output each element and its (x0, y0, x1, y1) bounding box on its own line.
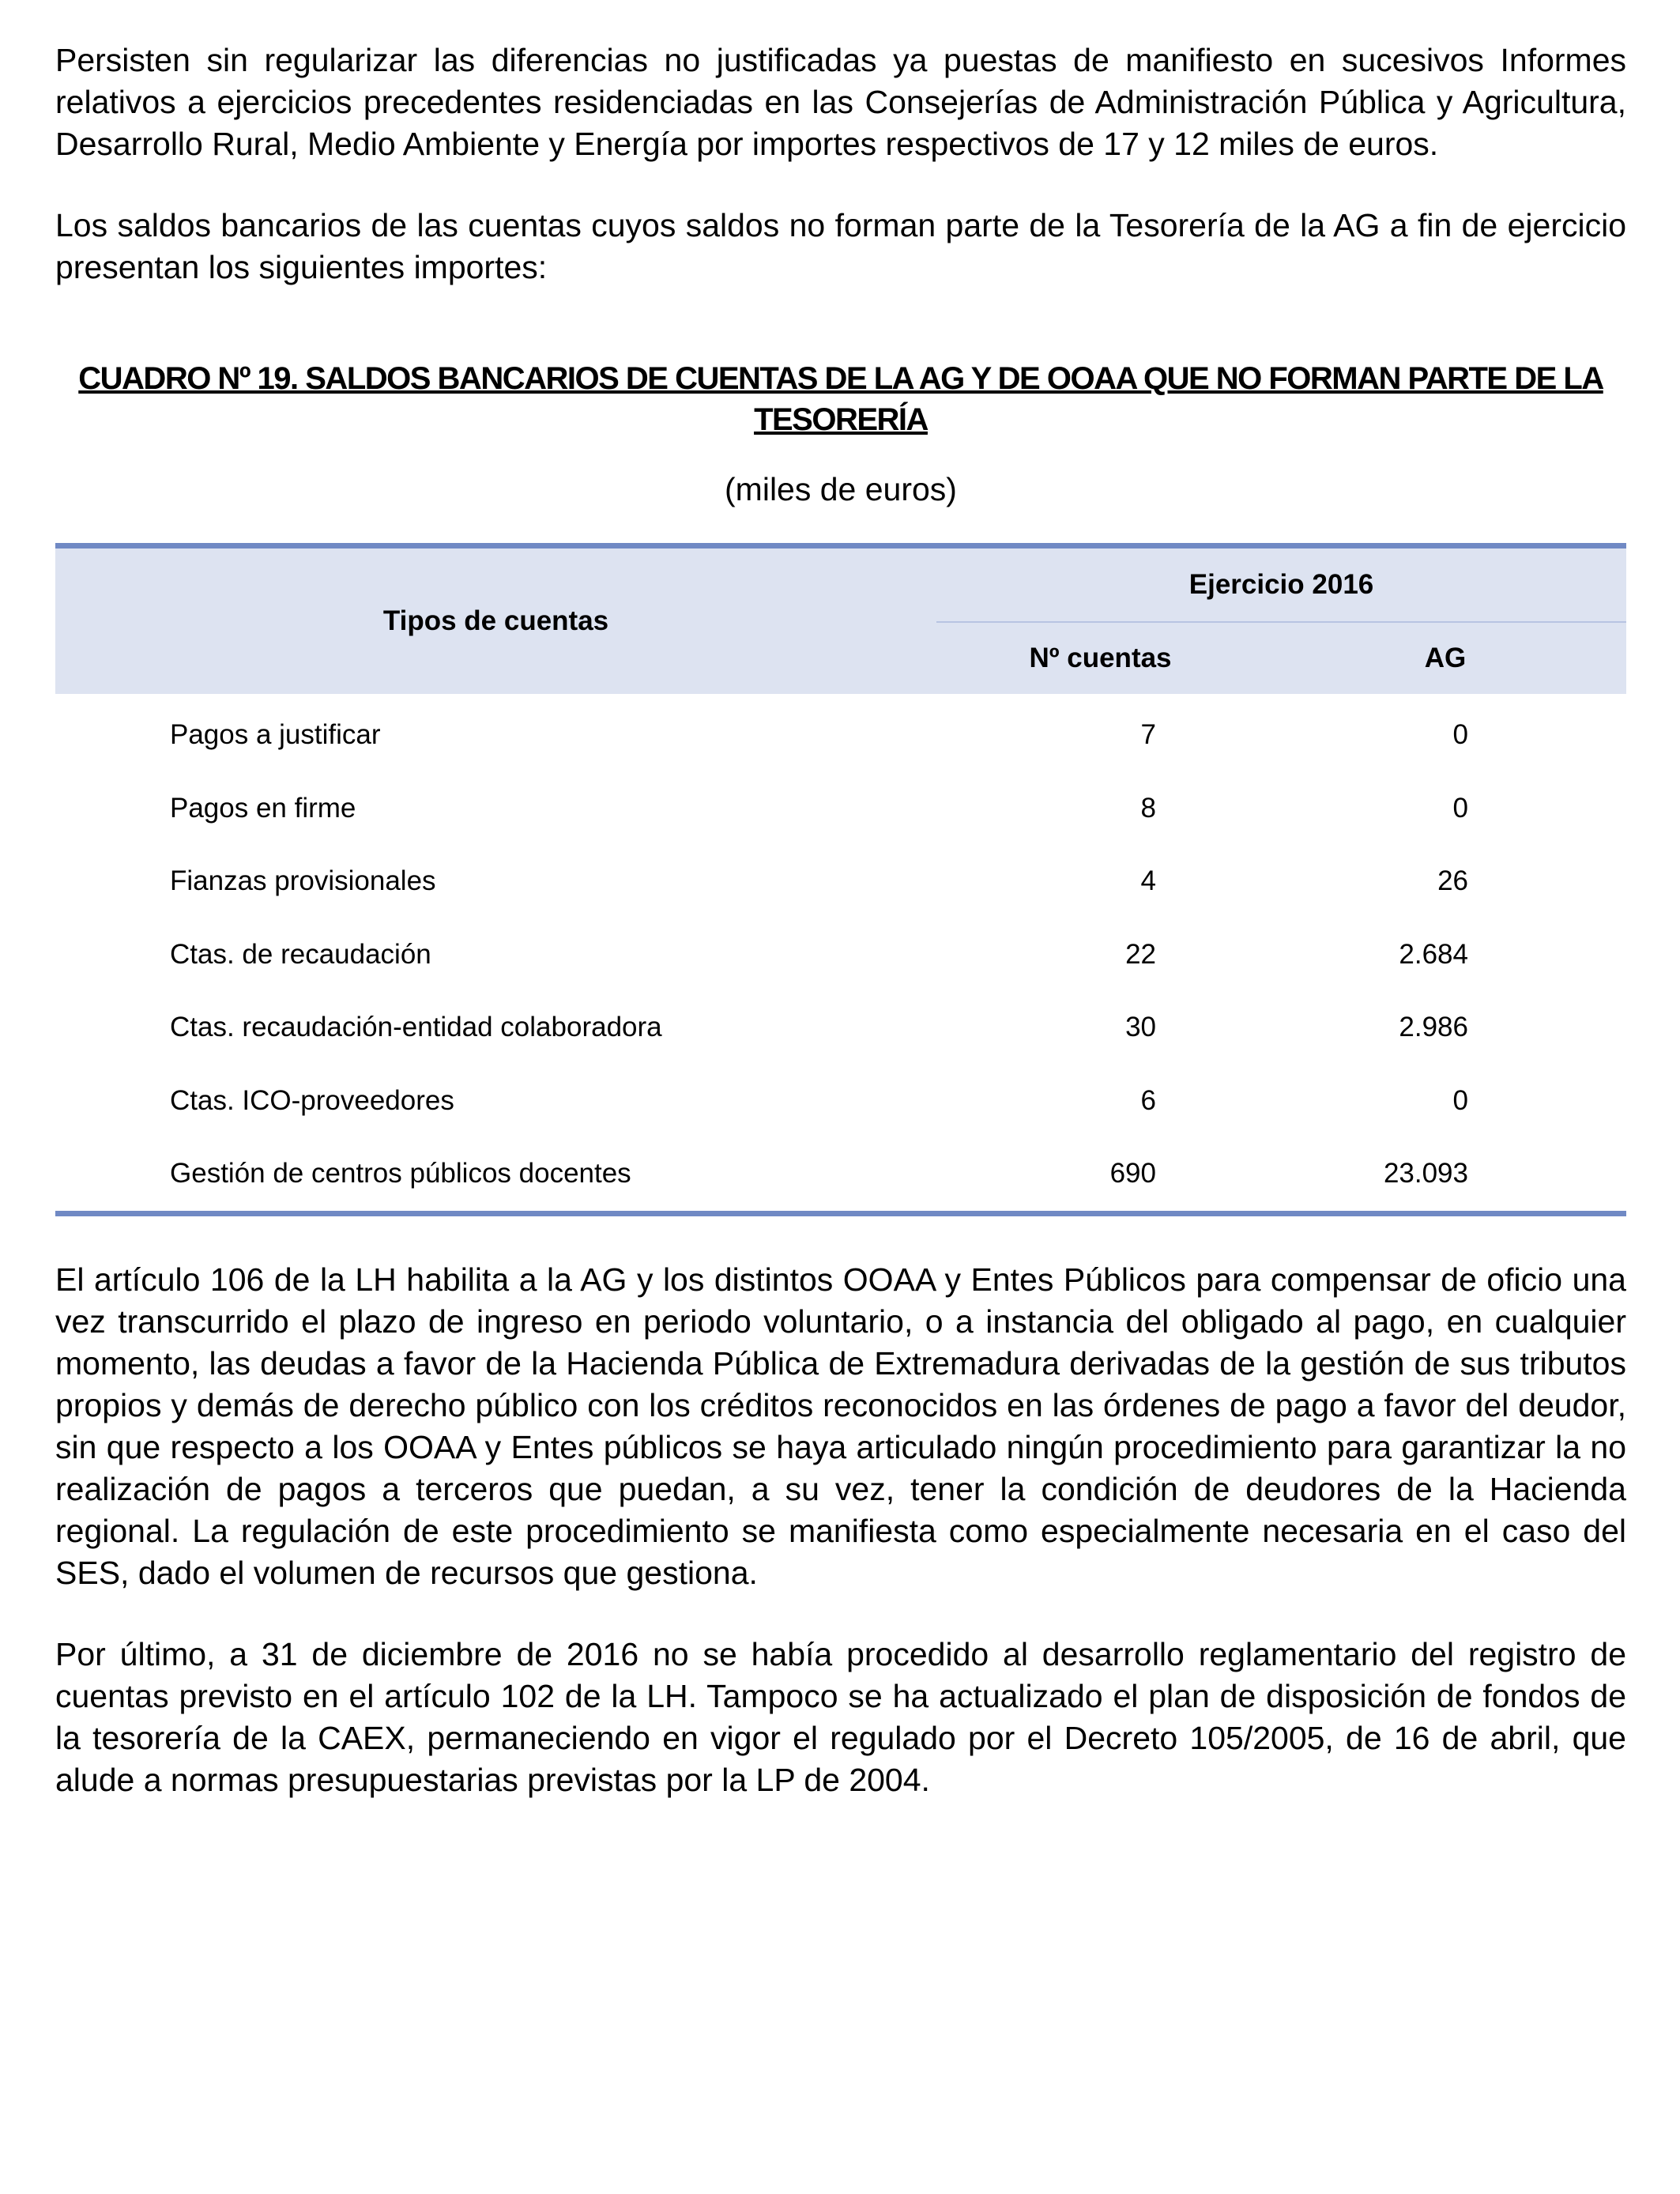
table-row (55, 918, 1626, 992)
paragraph-articulo-106: El artículo 106 de la LH habilita a la AG y los distintos OOAA y Entes Públicos para compensar de oficio una vez transcurrido el plazo de ingreso en periodo voluntario, o a instancia del obligado al pago, en cualquier momento, las deudas a favor de la Hacienda Pública de Extremadura derivadas de la gestión de sus tributos propios y demás de derecho público con los créditos reconocidos en las órdenes de pago a favor del deudor, sin que respecto a los OOAA y Entes públicos se haya articulado ningún procedimiento para garantizar la no realización de pagos a terceros que puedan, a su vez, tener la condición de deudores de la Hacienda regional. La regulación de este procedimiento se manifiesta como especialmente necesaria en el caso del SES, dado el volumen de recursos que gestiona. (55, 1261, 1626, 1591)
row-n-cuentas: 4 (1140, 865, 1156, 897)
table-row (55, 694, 1626, 772)
row-ag: 2.986 (1399, 1012, 1468, 1043)
table-caption: CUADRO Nº 19. SALDOS BANCARIOS DE CUENTAS DE LA AG Y DE OOAA QUE NO FORMAN PARTE DE LA TESORERÍA (78, 361, 1603, 437)
row-ag: 0 (1452, 792, 1468, 824)
table-row (55, 845, 1626, 918)
table-row (55, 991, 1626, 1065)
row-label: Ctas. recaudación-entidad colaboradora (170, 1012, 662, 1043)
row-ag: 23.093 (1264, 1137, 1626, 1213)
table-row (55, 1137, 1626, 1213)
saldos-bancarios-table (55, 543, 1626, 1216)
row-ag: 26 (1437, 865, 1468, 897)
header-n-cuentas: Nº cuentas (936, 622, 1264, 694)
row-label: Fianzas provisionales (170, 865, 436, 897)
table-units: (miles de euros) (725, 471, 957, 507)
row-n-cuentas: 22 (1125, 938, 1156, 970)
paragraph-diferencias: Persisten sin regularizar las diferencias no justificadas ya puestas de manifiesto en sucesivos Informes relativos a ejercicios precedentes residenciadas en las Consejerías de Administración Pública y Agricultura, Desarrollo Rural, Medio Ambiente y Energía por importes respectivos de 17 y 12 miles de euros. (55, 42, 1626, 162)
row-ag: 2.684 (1399, 938, 1468, 970)
row-label: Gestión de centros públicos docentes (55, 1137, 936, 1213)
row-ag: 0 (1452, 719, 1468, 751)
row-label: Ctas. de recaudación (170, 938, 431, 970)
table-row (55, 1065, 1626, 1138)
paragraph-saldos-intro: Los saldos bancarios de las cuentas cuyos saldos no forman parte de la Tesorería de la AG a fin de ejercicio presentan los siguientes importes: (55, 207, 1626, 285)
row-label: Pagos a justificar (170, 719, 381, 751)
row-n-cuentas: 30 (1125, 1012, 1156, 1043)
table-row (55, 772, 1626, 846)
row-label: Pagos en firme (170, 792, 356, 824)
row-label: Ctas. ICO-proveedores (170, 1084, 454, 1116)
row-n-cuentas: 690 (936, 1137, 1264, 1213)
header-ag: AG (1264, 622, 1626, 694)
row-ag: 0 (1452, 1084, 1468, 1116)
header-ejercicio: Ejercicio 2016 (936, 546, 1626, 623)
row-n-cuentas: 6 (1140, 1084, 1156, 1116)
paragraph-por-ultimo: Por último, a 31 de diciembre de 2016 no se había procedido al desarrollo reglamentario del registro de cuentas previsto en el artículo 102 de la LH. Tampoco se ha actualizado el plan de disposición de fondos de la tesorería de la CAEX, permaneciendo en vigor el regulado por el Decreto 105/2005, de 16 de abril, que alude a normas presupuestarias previstas por la LP de 2004. (55, 1635, 1626, 1798)
row-n-cuentas: 8 (1140, 792, 1156, 824)
header-tipos-de-cuentas: Tipos de cuentas (55, 546, 936, 695)
row-n-cuentas: 7 (1140, 719, 1156, 751)
document-page (55, 40, 1626, 1801)
